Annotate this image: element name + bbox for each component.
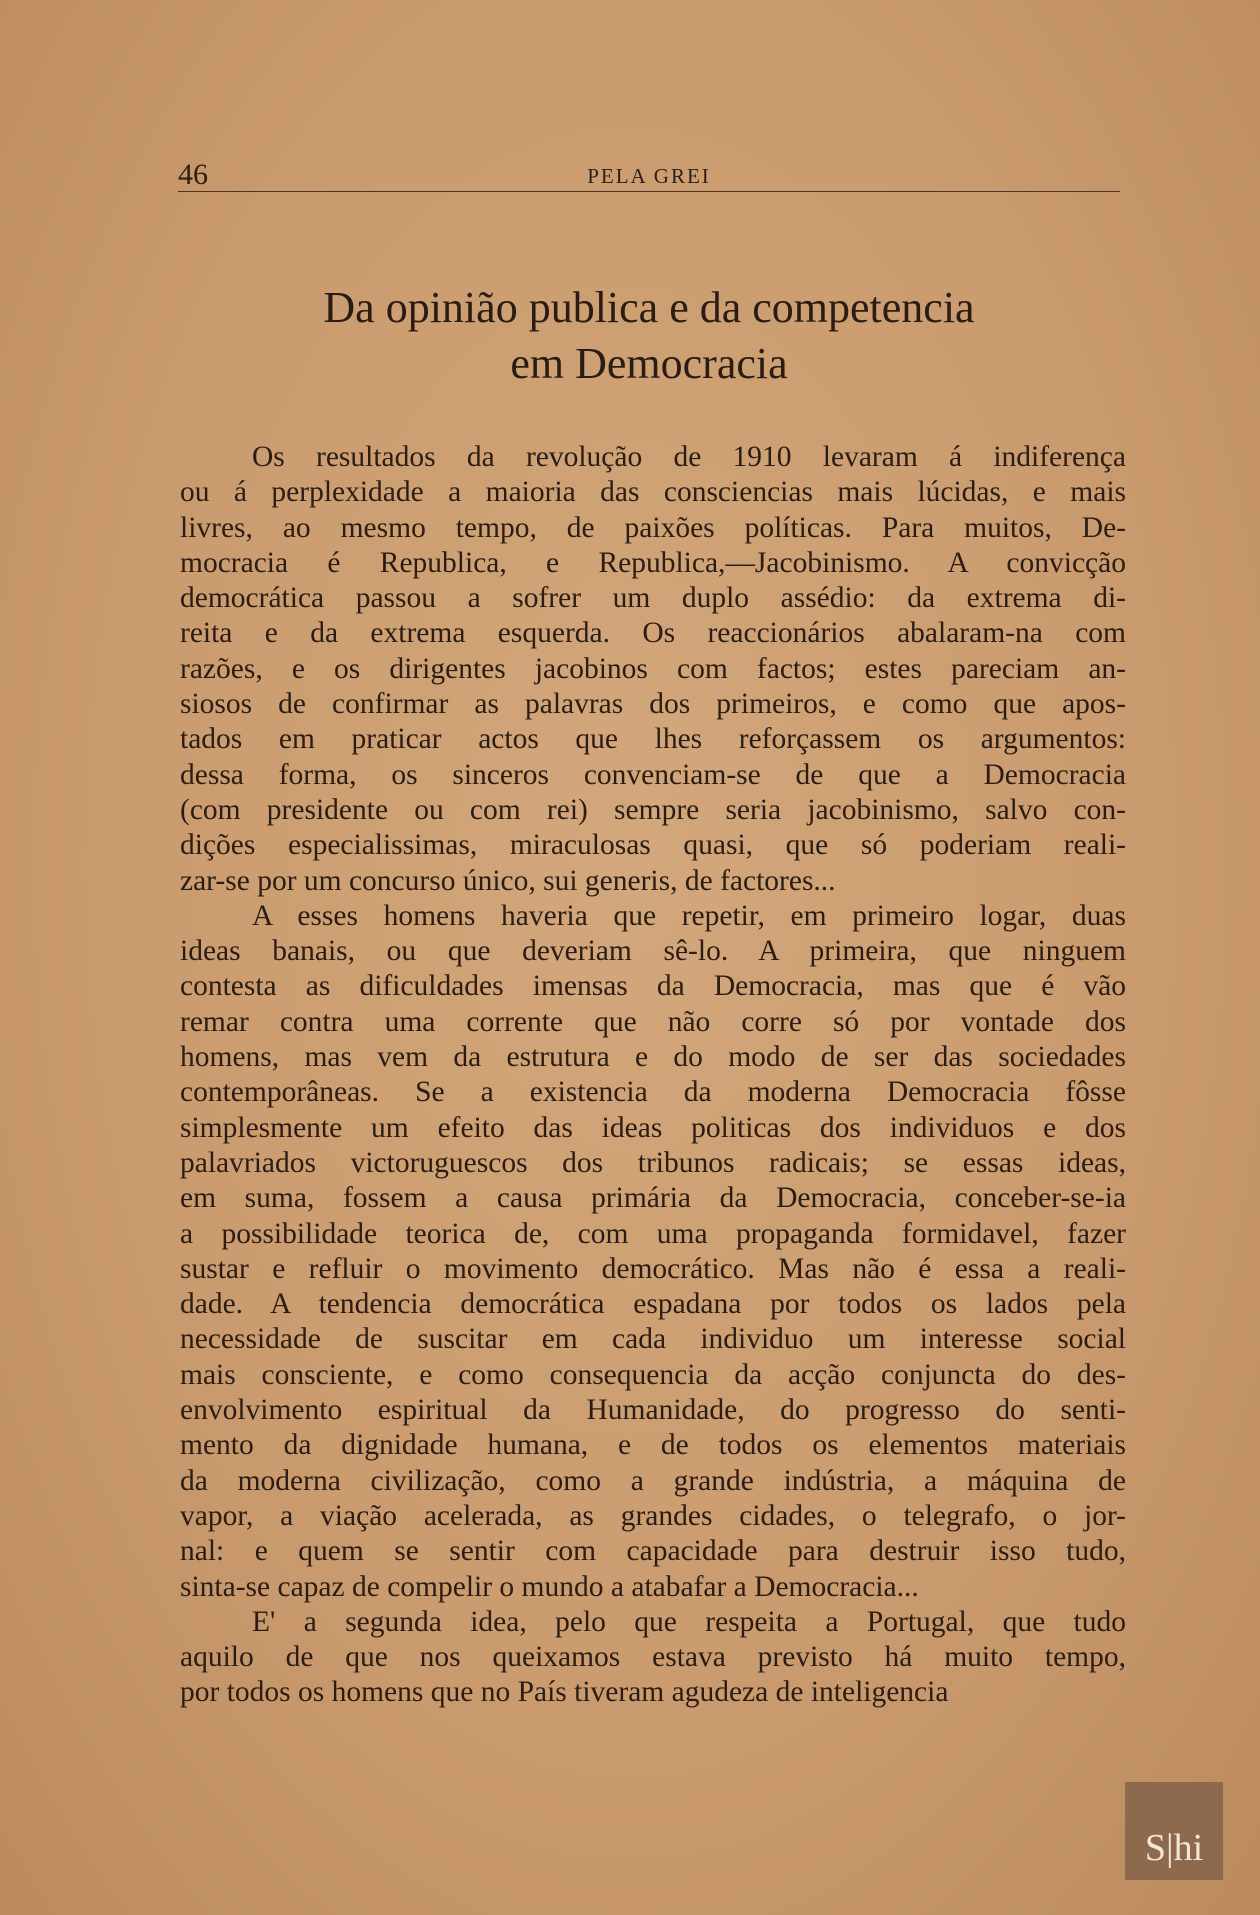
text-line: dade. A tendencia democrática espadana por todos os lados pela [180, 1288, 1126, 1321]
chapter-title [178, 280, 1120, 392]
text-line: sinta-se capaz de compelir o mundo a atabafar a Democracia... [180, 1570, 919, 1603]
text-line: nal: e quem se sentir com capacidade para destruir isso tudo, [180, 1535, 1126, 1568]
text-line: zar-se por um concurso único, sui generis, de factores... [180, 864, 836, 897]
text-line: palavriados victoruguescos dos tribunos radicais; se essas ideas, [180, 1146, 1126, 1179]
text-line: mais consciente, e como consequencia da acção conjuncta do des- [180, 1358, 1126, 1391]
text-line: tados em praticar actos que lhes reforçassem os argumentos: [180, 723, 1126, 756]
text-line: homens, mas vem da estrutura e do modo de ser das sociedades [180, 1041, 1126, 1074]
body-text [180, 440, 1126, 1711]
paragraph [180, 899, 1126, 1605]
text-line: mocracia é Republica, e Republica,—Jacobinismo. A convicção [180, 546, 1126, 579]
text-line: dições especialissimas, miraculosas quasi, que só poderiam reali- [180, 829, 1126, 862]
text-line: vapor, a viação acelerada, as grandes cidades, o telegrafo, o jor- [180, 1499, 1126, 1532]
text-line: razões, e os dirigentes jacobinos com factos; estes pareciam an- [180, 652, 1126, 685]
text-line: a possibilidade teorica de, com uma propaganda formidavel, fazer [180, 1217, 1126, 1250]
text-line: contemporâneas. Se a existencia da moderna Democracia fôsse [180, 1076, 1126, 1109]
library-stamp [1125, 1782, 1223, 1880]
text-line: E' a segunda idea, pelo que respeita a Portugal, que tudo [252, 1605, 1126, 1638]
header-rule [178, 191, 1120, 192]
page-header [178, 158, 1120, 194]
text-line: ou á perplexidade a maioria das consciencias mais lúcidas, e mais [180, 476, 1126, 509]
text-line: envolvimento espiritual da Humanidade, do progresso do senti- [180, 1394, 1126, 1427]
text-line: remar contra uma corrente que não corre só por vontade dos [180, 1005, 1126, 1038]
running-head: PELA GREI [587, 164, 711, 188]
text-line: da moderna civilização, como a grande indústria, a máquina de [180, 1464, 1126, 1497]
library-stamp-text: S|hi [1144, 1827, 1204, 1869]
text-line: ideas banais, ou que deveriam sê-lo. A primeira, que ninguem [180, 935, 1126, 968]
chapter-title-line: em Democracia [510, 339, 788, 388]
text-line: (com presidente ou com rei) sempre seria jacobinismo, salvo con- [180, 793, 1126, 826]
text-line: A esses homens haveria que repetir, em primeiro logar, duas [252, 899, 1126, 932]
page-number: 46 [178, 158, 208, 191]
text-line: mento da dignidade humana, e de todos os elementos materiais [180, 1429, 1126, 1462]
text-line: democrática passou a sofrer um duplo assédio: da extrema di- [180, 582, 1126, 615]
paragraph [180, 1605, 1126, 1711]
text-line: aquilo de que nos queixamos estava previsto há muito tempo, [180, 1641, 1126, 1674]
text-line: simplesmente um efeito das ideas politicas dos individuos e dos [180, 1111, 1126, 1144]
text-line: Os resultados da revolução de 1910 levaram á indiferença [252, 441, 1126, 473]
text-line: livres, ao mesmo tempo, de paixões políticas. Para muitos, De- [180, 511, 1126, 544]
chapter-title-line: Da opinião publica e da competencia [323, 283, 975, 332]
text-line: em suma, fossem a causa primária da Democracia, conceber-se-ia [180, 1182, 1126, 1215]
text-line: por todos os homens que no País tiveram agudeza de inteligencia [180, 1676, 949, 1709]
text-line: necessidade de suscitar em cada individuo um interesse social [180, 1323, 1126, 1356]
paragraph [180, 440, 1126, 899]
text-line: dessa forma, os sinceros convenciam-se de que a Democracia [180, 758, 1126, 791]
text-line: siosos de confirmar as palavras dos primeiros, e como que apos- [180, 688, 1126, 721]
text-line: reita e da extrema esquerda. Os reaccionários abalaram-na com [180, 617, 1126, 650]
text-line: contesta as dificuldades imensas da Democracia, mas que é vão [180, 970, 1126, 1003]
text-line: sustar e refluir o movimento democrático. Mas não é essa a reali- [180, 1252, 1126, 1285]
